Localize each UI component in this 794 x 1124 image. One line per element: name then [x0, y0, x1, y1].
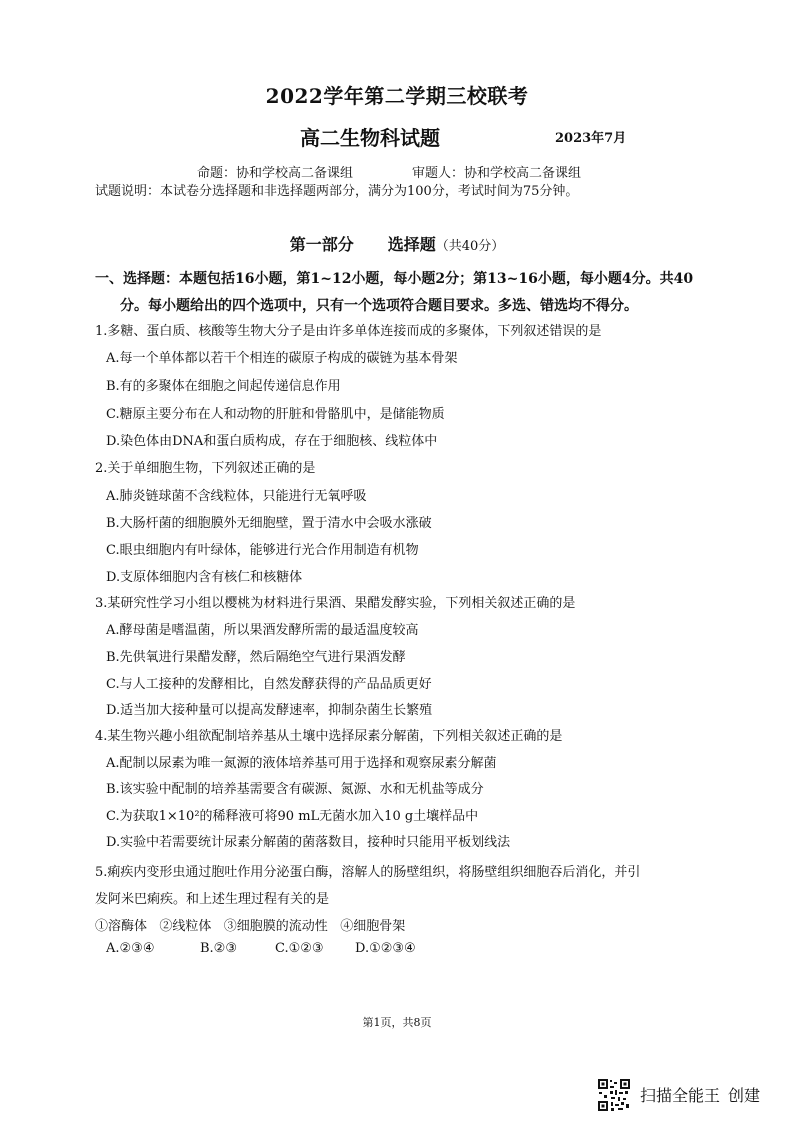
- question-choice: D.①②③④: [355, 941, 416, 956]
- scanner-app-name: 扫描全能王: [640, 1086, 721, 1105]
- question-option: A.配制以尿素为唯一氮源的液体培养基可用于选择和观察尿素分解菌: [106, 756, 497, 771]
- question-option: B.先供氧进行果醋发酵，然后隔绝空气进行果酒发酵: [106, 650, 406, 665]
- question-option: D.实验中若需要统计尿素分解菌的菌落数目，接种时只能用平板划线法: [106, 835, 511, 850]
- question-choice: B.②③: [200, 941, 237, 956]
- reviewer-line: 审题人：协和学校高二备课组: [412, 166, 582, 181]
- question-option: B.该实验中配制的培养基需要含有碳源、氮源、水和无机盐等成分: [106, 782, 484, 797]
- question-stem-continued: 发阿米巴痢疾。和上述生理过程有关的是: [95, 892, 330, 907]
- section-score: （共40分）: [435, 239, 505, 254]
- exam-instructions: 试题说明：本试卷分选择题和非选择题两部分，满分为100分，考试时间为75分钟。: [95, 184, 579, 199]
- section-heading: [0, 232, 794, 255]
- question-option: C.与人工接种的发酵相比，自然发酵获得的产品品质更好: [106, 677, 432, 692]
- exam-title: 2022学年第二学期三校联考: [265, 84, 529, 108]
- author-line: 命题：协和学校高二备课组: [197, 166, 354, 181]
- question-stem: 5.痢疾内变形虫通过胞吐作用分泌蛋白酶，溶解人的肠壁组织，将肠壁组织细胞吞后消化，并引: [95, 865, 641, 880]
- question-option: D.支原体细胞内含有核仁和核糖体: [106, 570, 303, 585]
- exam-date: 2023年7月: [555, 131, 627, 146]
- exam-subtitle: 高二生物科试题: [300, 126, 440, 150]
- question-option: A.酵母菌是嗜温菌，所以果酒发酵所需的最适温度较高: [106, 623, 419, 638]
- question-stem: 3.某研究性学习小组以樱桃为材料进行果酒、果醋发酵实验，下列相关叙述正确的是: [95, 596, 576, 611]
- section-title: 第一部分: [289, 235, 354, 254]
- question-stem: 1.多糖、蛋白质、核酸等生物大分子是由许多单体连接而成的多聚体，下列叙述错误的是: [95, 324, 602, 339]
- question-option: A.每一个单体都以若干个相连的碳原子构成的碳链为基本骨架: [106, 351, 458, 366]
- page-number: 第1页，共8页: [362, 1016, 432, 1029]
- section-instruction-line1: 一、选择题：本题包括16小题，第1~12小题，每小题2分；第13~16小题，每小题4分。共40: [95, 271, 694, 287]
- question-option: C.眼虫细胞内有叶绿体，能够进行光合作用制造有机物: [106, 543, 419, 558]
- question-items: ①溶酶体 ②线粒体 ③细胞膜的流动性 ④细胞骨架: [95, 919, 406, 934]
- question-stem: 4.某生物兴趣小组欲配制培养基从土壤中选择尿素分解菌，下列相关叙述正确的是: [95, 729, 563, 744]
- scanner-watermark: [640, 1083, 760, 1106]
- question-option: D.染色体由DNA和蛋白质构成，存在于细胞核、线粒体中: [106, 434, 438, 449]
- question-option: B.大肠杆菌的细胞膜外无细胞壁，置于清水中会吸水涨破: [106, 516, 432, 531]
- question-option: D.适当加大接种量可以提高发酵速率，抑制杂菌生长繁殖: [106, 703, 433, 718]
- section-name: 选择题: [387, 235, 436, 254]
- scanner-action: 创建: [728, 1086, 761, 1105]
- question-option: C.糖原主要分布在人和动物的肝脏和骨骼肌中，是储能物质: [106, 407, 445, 422]
- section-instruction-line2: 分。每小题给出的四个选项中，只有一个选项符合题目要求。多选、错选均不得分。: [120, 298, 638, 314]
- question-option: A.肺炎链球菌不含线粒体，只能进行无氧呼吸: [106, 489, 367, 504]
- question-choice: C.①②③: [275, 941, 324, 956]
- question-option: C.为获取1×10²的稀释液可将90 mL无菌水加入10 g土壤样品中: [106, 809, 479, 824]
- question-stem: 2.关于单细胞生物，下列叙述正确的是: [95, 461, 316, 476]
- question-option: B.有的多聚体在细胞之间起传递信息作用: [106, 379, 341, 394]
- qr-code-icon: [597, 1078, 631, 1112]
- question-choice: A.②③④: [106, 941, 155, 956]
